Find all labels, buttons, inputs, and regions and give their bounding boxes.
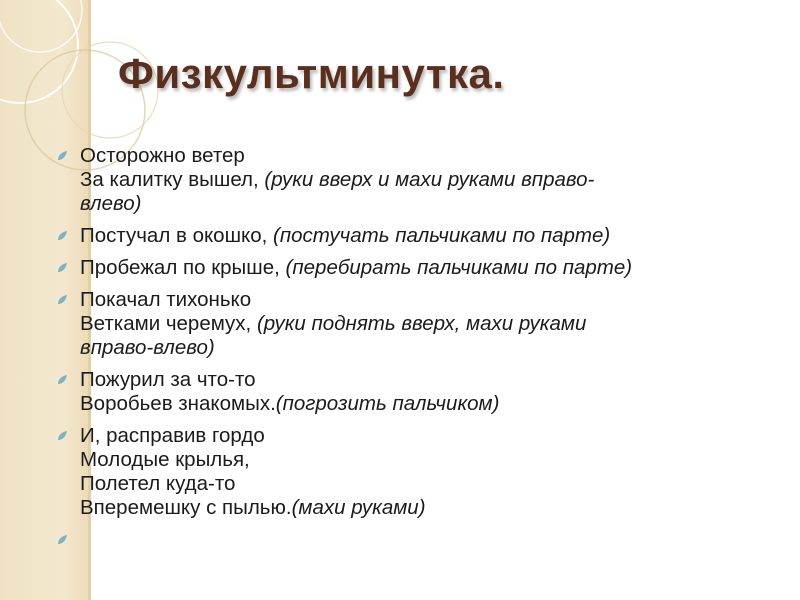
list-item: [56, 224, 756, 248]
item-line: [80, 424, 756, 448]
teardrop-bullet-icon: [56, 374, 68, 386]
verse-text: Осторожно ветер: [80, 144, 245, 167]
verse-text: За калитку вышел,: [80, 168, 265, 191]
verse-text: Пробежал по крыше,: [80, 256, 286, 279]
item-line: [80, 336, 756, 360]
teardrop-bullet-icon: [56, 150, 68, 162]
verse-text: Вперемешку с пылью.: [80, 496, 292, 519]
list-item: [56, 424, 756, 520]
item-line: [80, 392, 756, 416]
list-item: [56, 144, 756, 216]
teardrop-bullet-icon: [56, 230, 68, 242]
verse-text: И, расправив гордо: [80, 424, 265, 447]
verse-text: Воробьев знакомых.: [80, 392, 276, 415]
movement-instruction: вправо-влево): [80, 336, 215, 359]
teardrop-bullet-icon: [56, 430, 68, 442]
item-line: [80, 496, 756, 520]
item-line: [80, 256, 756, 280]
item-line: [80, 144, 756, 168]
item-line: [80, 448, 756, 472]
list-item: [56, 288, 756, 360]
movement-instruction: (погрозить пальчиком): [275, 392, 500, 415]
verse-text: Постучал в окошко,: [80, 224, 274, 247]
item-line: [80, 472, 756, 496]
list-item: [56, 528, 756, 552]
item-line: [80, 368, 756, 392]
movement-instruction: (руки вверх и махи руками вправо-: [264, 168, 595, 191]
verse-text: Молодые крылья,: [80, 448, 250, 471]
teardrop-bullet-icon: [56, 534, 68, 546]
item-line: [80, 192, 756, 216]
item-line: [80, 528, 756, 552]
teardrop-bullet-icon: [56, 262, 68, 274]
movement-instruction: (руки поднять вверх, махи руками: [256, 312, 587, 335]
item-line: [80, 312, 756, 336]
item-line: [80, 288, 756, 312]
slide-title: Физкультминутка.: [118, 50, 505, 97]
verse-text: Ветками черемух,: [80, 312, 257, 335]
movement-instruction: (постучать пальчиками по парте): [273, 224, 611, 247]
bullet-list: [56, 144, 756, 560]
teardrop-bullet-icon: [56, 294, 68, 306]
verse-text: Пожурил за что-то: [80, 368, 256, 391]
item-line: [80, 224, 756, 248]
movement-instruction: (махи руками): [291, 496, 426, 519]
item-line: [80, 168, 756, 192]
verse-text: Полетел куда-то: [80, 472, 236, 495]
list-item: [56, 256, 756, 280]
list-item: [56, 368, 756, 416]
movement-instruction: влево): [80, 192, 142, 215]
verse-text: Покачал тихонько: [80, 288, 252, 311]
movement-instruction: (перебирать пальчиками по парте): [285, 256, 633, 279]
